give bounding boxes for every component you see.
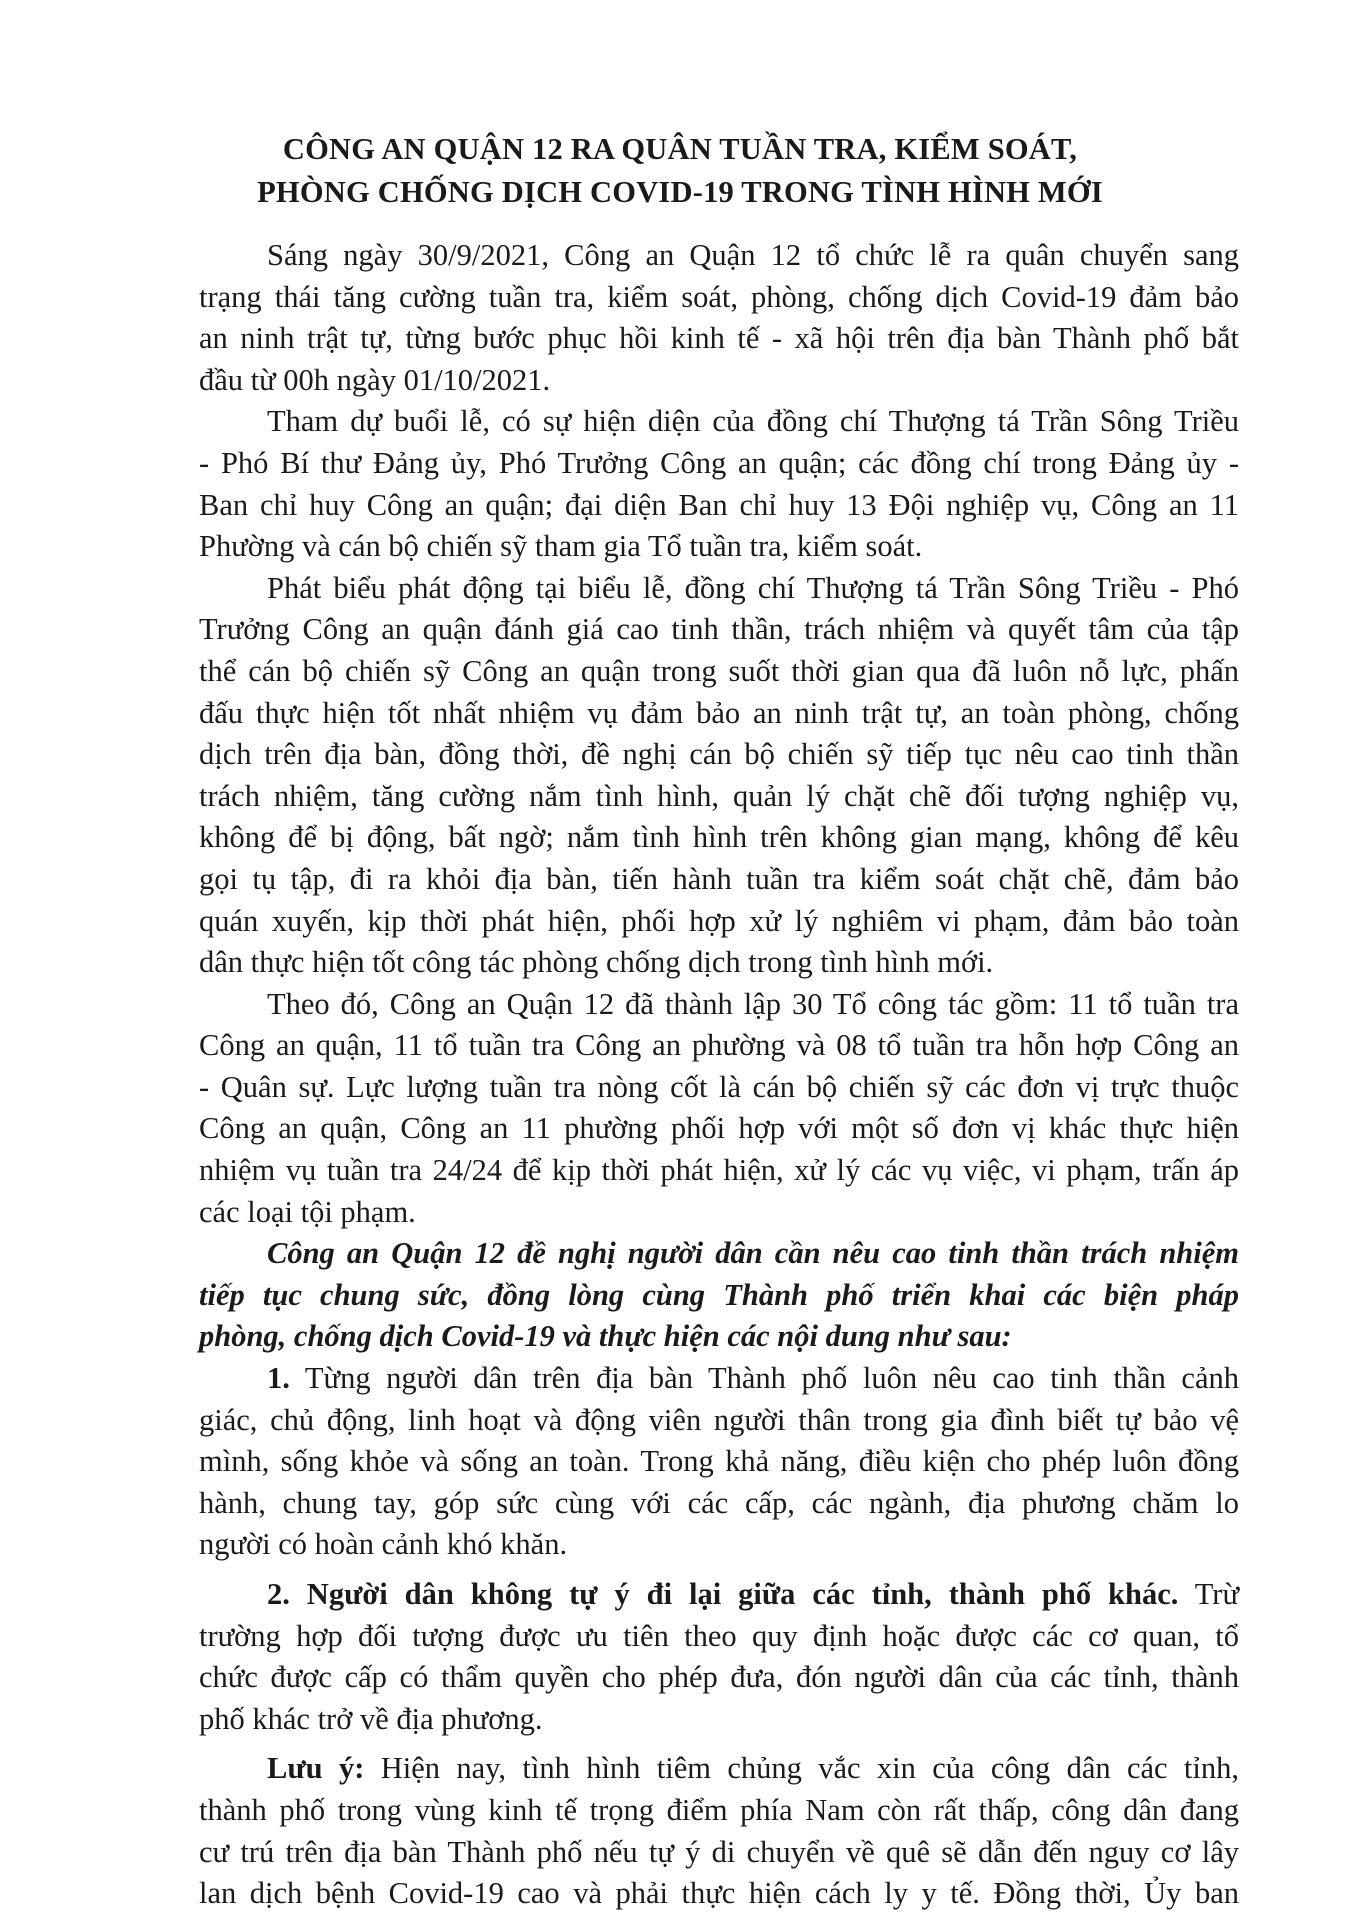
text-line: các loại tội phạm. xyxy=(199,1194,416,1229)
document-body xyxy=(199,235,1239,1915)
text-line: Công an Quận 12 đề nghị người dân cần nêu cao tinh thần trách nhiệm xyxy=(267,1236,1239,1271)
text-span: Trừ xyxy=(1178,1577,1239,1611)
item-1 xyxy=(199,1358,1239,1566)
text-line: tiếp tục chung sức, đồng lòng cùng Thành phố triển khai các biện pháp xyxy=(199,1277,1239,1312)
spacer xyxy=(199,1566,1239,1574)
text-line: an ninh trật tự, từng bước phục hồi kinh tế - xã hội trên địa bàn Thành phố bắt xyxy=(199,321,1239,356)
title-line-1: CÔNG AN QUẬN 12 RA QUÂN TUẦN TRA, KIỂM SOÁT, xyxy=(282,132,1078,166)
text-line: - Quân sự. Lực lượng tuần tra nòng cốt là cán bộ chiến sỹ các đơn vị trực thuộc xyxy=(199,1069,1239,1104)
text-line: hành, chung tay, góp sức cùng với các cấp, các ngành, địa phương chăm lo xyxy=(199,1485,1239,1520)
document-title xyxy=(180,128,1180,214)
text-line: đấu thực hiện tốt nhất nhiệm vụ đảm bảo an ninh trật tự, an toàn phòng, chống xyxy=(199,695,1239,730)
text-line xyxy=(199,1574,1239,1616)
text-line: dân thực hiện tốt công tác phòng chống dịch trong tình hình mới. xyxy=(199,945,994,980)
text-line: trách nhiệm, tăng cường nắm tình hình, quản lý chặt chẽ đối tượng nghiệp vụ, xyxy=(199,778,1239,813)
text-line: đầu từ 00h ngày 01/10/2021. xyxy=(199,362,551,397)
text-line: người có hoàn cảnh khó khăn. xyxy=(199,1527,568,1562)
text-line: quán xuyến, kịp thời phát hiện, phối hợp xử lý nghiêm vi phạm, đảm bảo toàn xyxy=(199,903,1239,938)
text-line: phố khác trở về địa phương. xyxy=(199,1701,543,1736)
text-span: Hiện nay, tình hình tiêm chủng vắc xin của công dân các tỉnh, xyxy=(364,1751,1239,1786)
text-line: mình, sống khỏe và sống an toàn. Trong khả năng, điều kiện cho phép luôn đồng xyxy=(199,1444,1239,1479)
paragraph-1 xyxy=(199,235,1239,401)
paragraph-2 xyxy=(199,401,1239,567)
text-line: Công an quận, 11 tổ tuần tra Công an phường và 08 tổ tuần tra hỗn hợp Công an xyxy=(199,1028,1239,1063)
text-line: cư trú trên địa bàn Thành phố nếu tự ý di chuyển về quê sẽ dẫn đến nguy cơ lây xyxy=(199,1834,1239,1869)
text-line xyxy=(199,1358,1239,1400)
text-line: lan dịch bệnh Covid-19 cao và phải thực hiện cách ly y tế. Đồng thời, Ủy ban xyxy=(199,1876,1239,1911)
note-label: Lưu ý: xyxy=(267,1751,365,1786)
text-span: Từng người dân trên địa bàn Thành phố luôn nêu cao tinh thần cảnh xyxy=(289,1361,1239,1396)
paragraph-5-emphasis xyxy=(199,1233,1239,1358)
text-line: - Phó Bí thư Đảng ủy, Phó Trưởng Công an quận; các đồng chí trong Đảng ủy - xyxy=(199,445,1239,480)
text-line: giác, chủ động, linh hoạt và động viên người thân trong gia đình biết tự bảo vệ xyxy=(199,1402,1239,1437)
text-line: Theo đó, Công an Quận 12 đã thành lập 30 Tổ công tác gồm: 11 tổ tuần tra xyxy=(267,986,1239,1021)
text-line: Sáng ngày 30/9/2021, Công an Quận 12 tổ chức lễ ra quân chuyển sang xyxy=(267,238,1239,272)
item-heading: 2. Người dân không tự ý đi lại giữa các tỉnh, thành phố khác. xyxy=(267,1577,1179,1611)
text-line: trạng thái tăng cường tuần tra, kiểm soát, phòng, chống dịch Covid-19 đảm bảo xyxy=(199,279,1239,314)
text-line: thể cán bộ chiến sỹ Công an quận trong suốt thời gian qua đã luôn nỗ lực, phấn xyxy=(199,653,1239,688)
item-number: 1. xyxy=(267,1361,290,1396)
item-2 xyxy=(199,1574,1239,1740)
title-line-2: PHÒNG CHỐNG DỊCH COVID-19 TRONG TÌNH HÌNH MỚI xyxy=(257,175,1103,209)
text-line: Phát biểu phát động tại biểu lễ, đồng chí Thượng tá Trần Sông Triều - Phó xyxy=(267,570,1239,605)
text-line: phòng, chống dịch Covid-19 và thực hiện các nội dung như sau: xyxy=(199,1319,1012,1354)
paragraph-4 xyxy=(199,984,1239,1234)
text-line: Trưởng Công an quận đánh giá cao tinh thần, trách nhiệm và quyết tâm của tập xyxy=(199,612,1239,647)
text-line: Ban chỉ huy Công an quận; đại diện Ban chỉ huy 13 Đội nghiệp vụ, Công an 11 xyxy=(199,487,1239,522)
note xyxy=(199,1748,1239,1914)
text-line: trường hợp đối tượng được ưu tiên theo quy định hoặc được các cơ quan, tổ xyxy=(199,1618,1239,1653)
paragraph-3 xyxy=(199,568,1239,984)
text-line: gọi tụ tập, đi ra khỏi địa bàn, tiến hành tuần tra kiểm soát chặt chẽ, đảm bảo xyxy=(199,861,1239,896)
text-line: thành phố trong vùng kinh tế trọng điểm phía Nam còn rất thấp, công dân đang xyxy=(199,1792,1239,1827)
text-line xyxy=(199,1748,1239,1790)
text-line: nhiệm vụ tuần tra 24/24 để kịp thời phát hiện, xử lý các vụ việc, vi phạm, trấn áp xyxy=(199,1153,1239,1188)
text-line: chức được cấp có thẩm quyền cho phép đưa, đón người dân của các tỉnh, thành xyxy=(199,1660,1239,1695)
text-line: Phường và cán bộ chiến sỹ tham gia Tổ tuần tra, kiểm soát. xyxy=(199,529,923,564)
text-line: Công an quận, Công an 11 phường phối hợp với một số đơn vị khác thực hiện xyxy=(199,1111,1239,1146)
spacer xyxy=(199,1740,1239,1748)
text-line: không để bị động, bất ngờ; nắm tình hình trên không gian mạng, không để kêu xyxy=(199,820,1239,855)
text-line: Tham dự buổi lễ, có sự hiện diện của đồng chí Thượng tá Trần Sông Triều xyxy=(267,404,1239,439)
text-line: dịch trên địa bàn, đồng thời, đề nghị cán bộ chiến sỹ tiếp tục nêu cao tinh thần xyxy=(199,737,1239,772)
